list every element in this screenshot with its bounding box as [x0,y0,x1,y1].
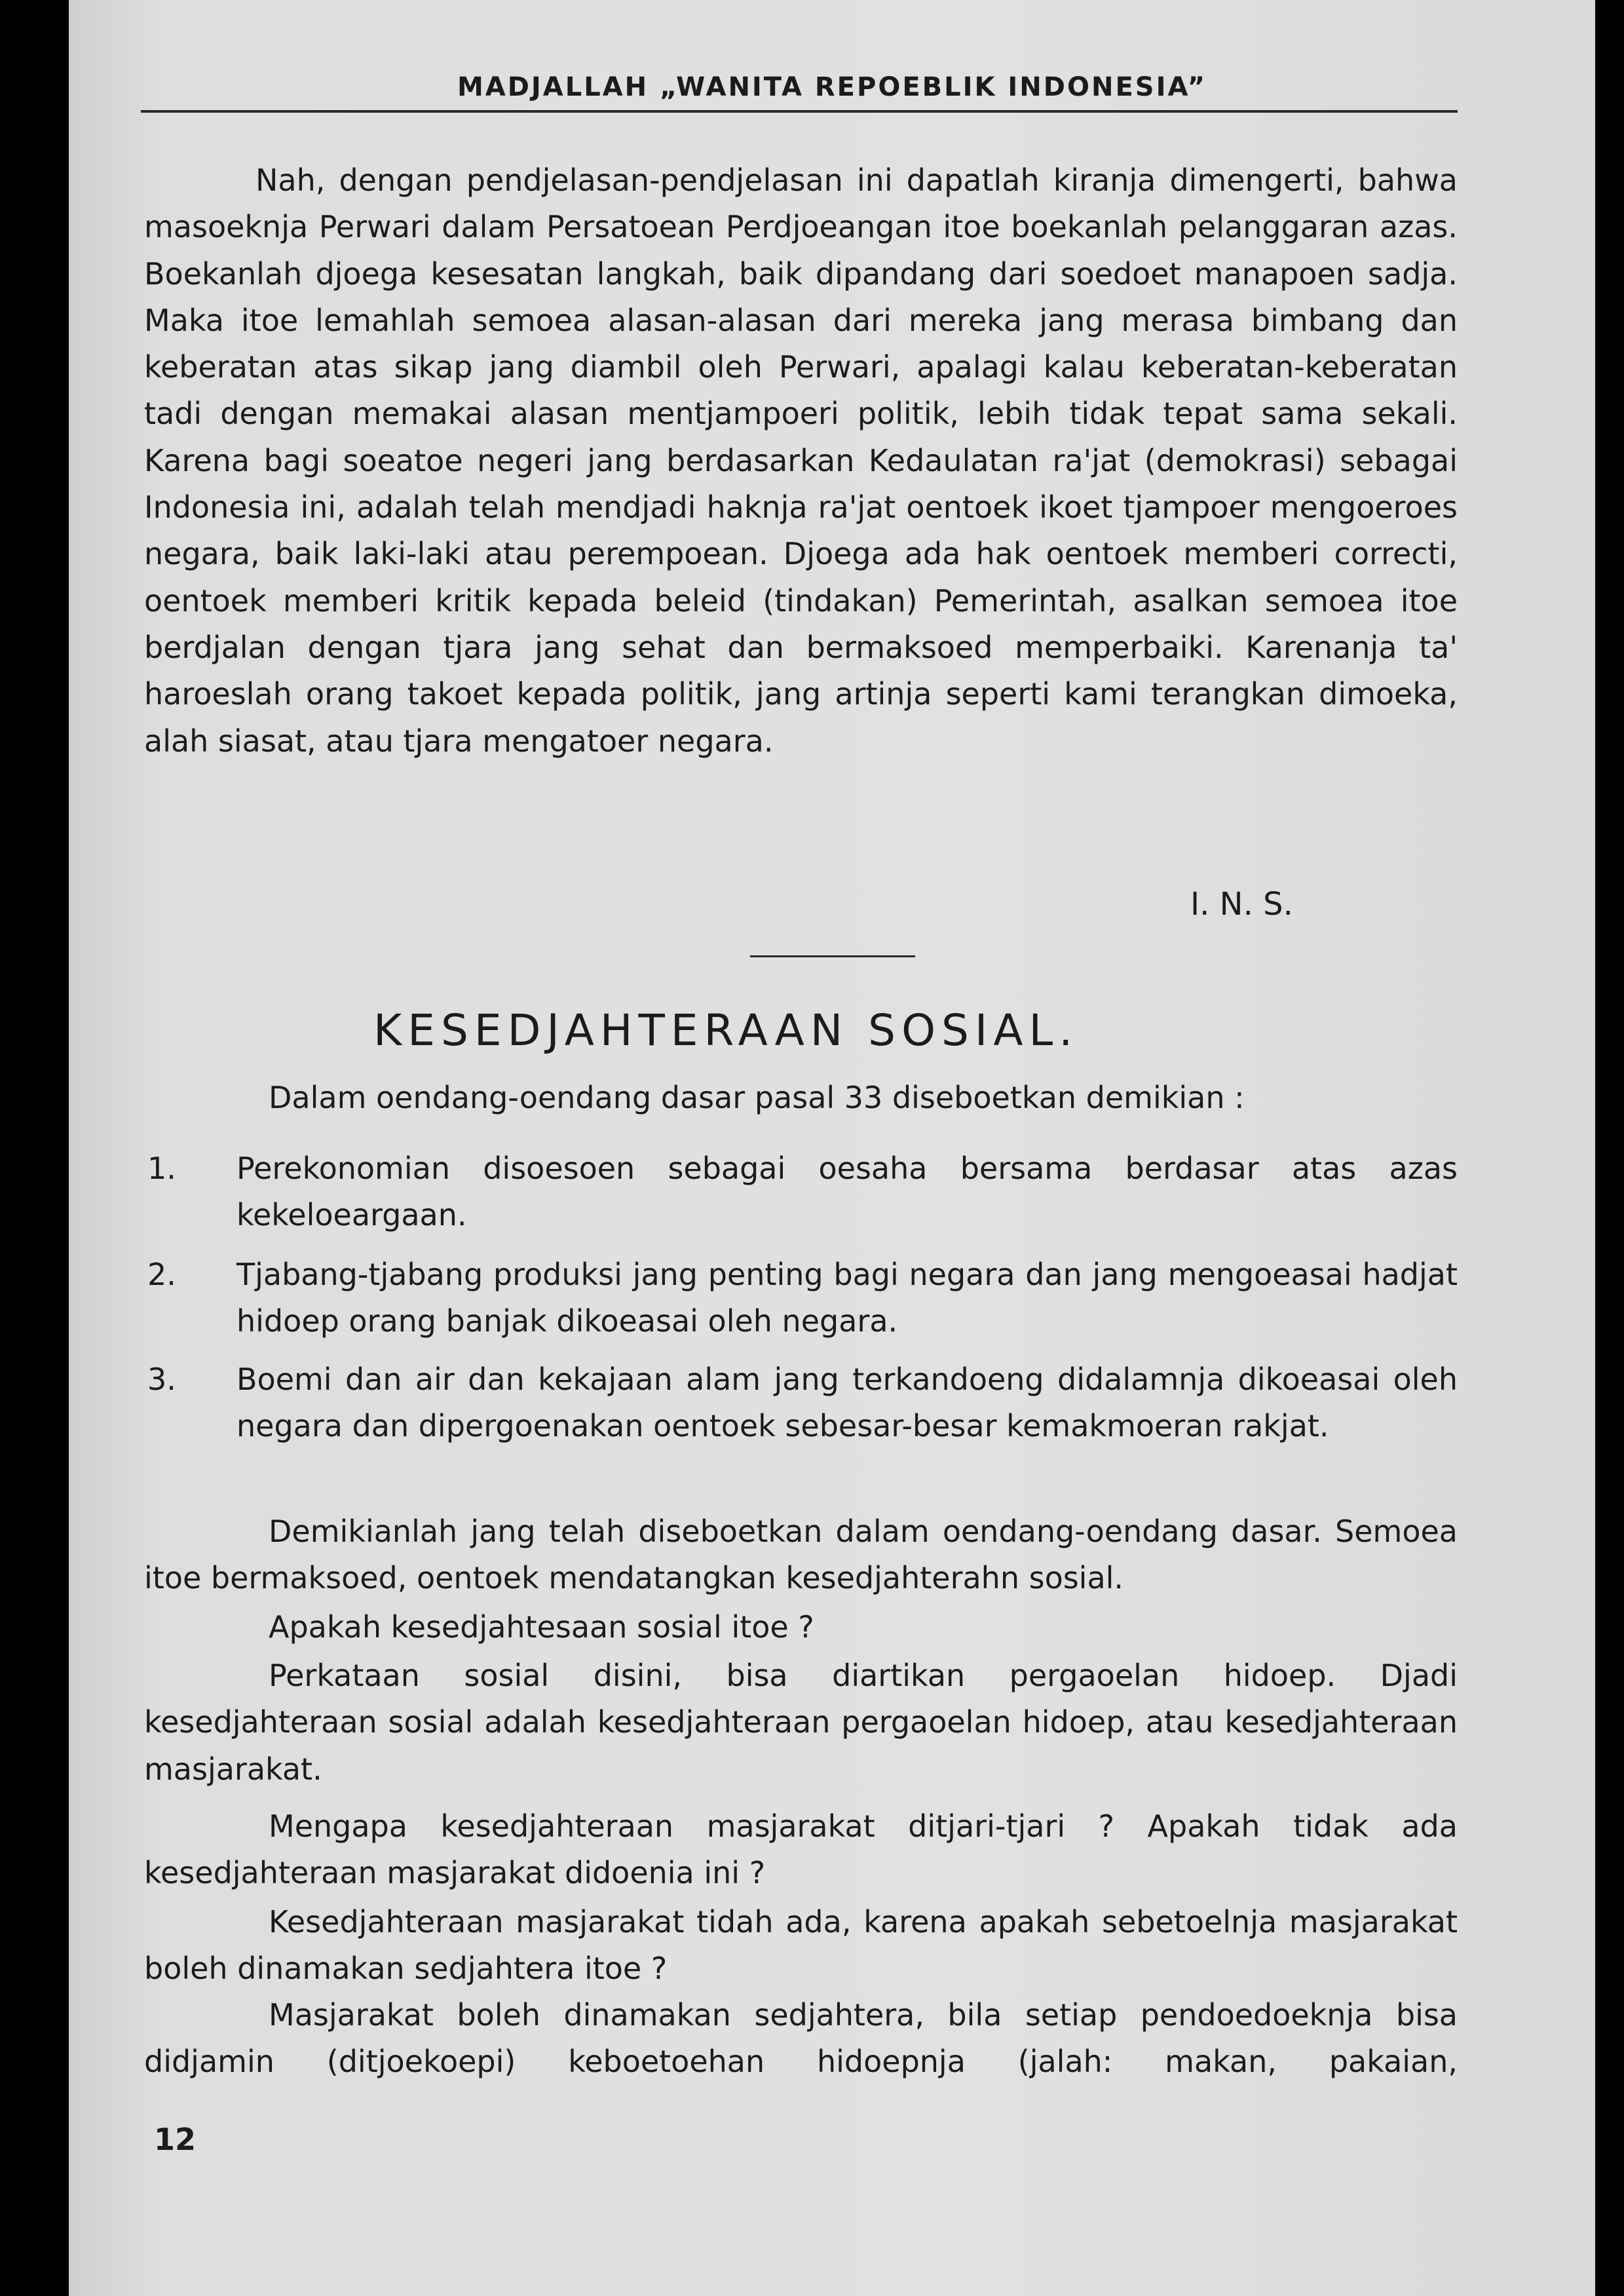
section-divider [750,955,915,957]
scanned-page [69,0,1595,2296]
body-paragraph: Mengapa kesedjahteraan masjarakat ditjari-tjari ? Apakah tidak ada kesedjahteraan masjarakat didoenia ini ? [144,1808,1458,1891]
page-number: 12 [154,2122,197,2157]
list-item-number: 3. [147,1362,176,1397]
list-item [147,1356,1458,1450]
author-signature: I. N. S. [1190,886,1293,923]
running-header: MADJALLAH „WANITA REPOEBLIK INDONESIA” [457,72,1207,102]
body-paragraph: Kesedjahteraan masjarakat tidah ada, karena apakah sebetoelnja masjarakat boleh dinamakan sedjahtera itoe ? [144,1904,1458,1987]
list-item-text: Tjabang-tjabang produksi jang penting bagi negara dan jang mengoeasai hadjat hidoep orang banjak dikoeasai oleh negara. [236,1257,1458,1339]
list-item [147,1252,1458,1345]
body-paragraph: Apakah kesedjahtesaan sosial itoe ? [269,1609,814,1645]
section-title: KESEDJAHTERAAN SOSIAL. [373,1005,1079,1056]
header-rule [141,110,1458,113]
section-intro: Dalam oendang-oendang dasar pasal 33 diseboetkan demikian : [269,1080,1245,1115]
list-item-number: 2. [147,1257,176,1292]
article-paragraph: Nah, dengan pendjelasan-pendjelasan ini dapatlah kiranja dimengerti, bahwa masoeknja Perwari dalam Persatoean Perdjoeangan itoe boekanlah pelanggaran azas. Boekanlah djoega kesesatan langkah, baik dipandang dari soedoet manapoen sadja. Maka itoe lemahlah semoea alasan-alasan dari mereka jang merasa bimbang dan keberatan atas sikap jang diambil oleh Perwari, apalagi kalau keberatan-keberatan tadi dengan memakai alasan mentjampoeri politik, lebih tidak tepat sama sekali. Karena bagi soeatoe negeri jang berdasarkan Kedaulatan ra'jat (demokrasi) sebagai Indonesia ini, adalah telah mendjadi haknja ra'jat oentoek ikoet tjampoer mengoeroes negara, baik laki-laki atau perempoean. Djoega ada hak oentoek memberi correcti, oentoek memberi kritik kepada beleid (tindakan) Pemerintah, asalkan semoea itoe berdjalan dengan tjara jang sehat dan bermaksoed memperbaiki. Karenanja ta' haroeslah orang takoet kepada politik, jang artinja seperti kami terangkan dimoeka, alah siasat, atau tjara mengatoer negara. [144,163,1458,759]
list-item-text: Boemi dan air dan kekajaan alam jang terkandoeng didalamnja dikoeasai oleh negara dan dipergoenakan oentoek sebesar-besar kemakmoeran rakjat. [236,1362,1458,1444]
list-item-number: 1. [147,1151,176,1186]
list-item-text: Perekonomian disoesoen sebagai oesaha bersama berdasar atas azas kekeloeargaan. [236,1151,1458,1233]
body-paragraph: Perkataan sosial disini, bisa diartikan pergaoelan hidoep. Djadi kesedjahteraan sosial adalah kesedjahteraan pergaoelan hidoep, atau kesedjahteraan masjarakat. [144,1658,1458,1787]
body-paragraph: Demikianlah jang telah diseboetkan dalam oendang-oendang dasar. Semoea itoe bermaksoed, oentoek mendatangkan kesedjahterahn sosial. [144,1514,1458,1596]
list-item [147,1145,1458,1239]
body-paragraph: Masjarakat boleh dinamakan sedjahtera, bila setiap pendoedoeknja bisa didjamin (ditjoekoepi) keboetoehan hidoepnja (jalah: makan, pakaian, [144,1997,1458,2080]
